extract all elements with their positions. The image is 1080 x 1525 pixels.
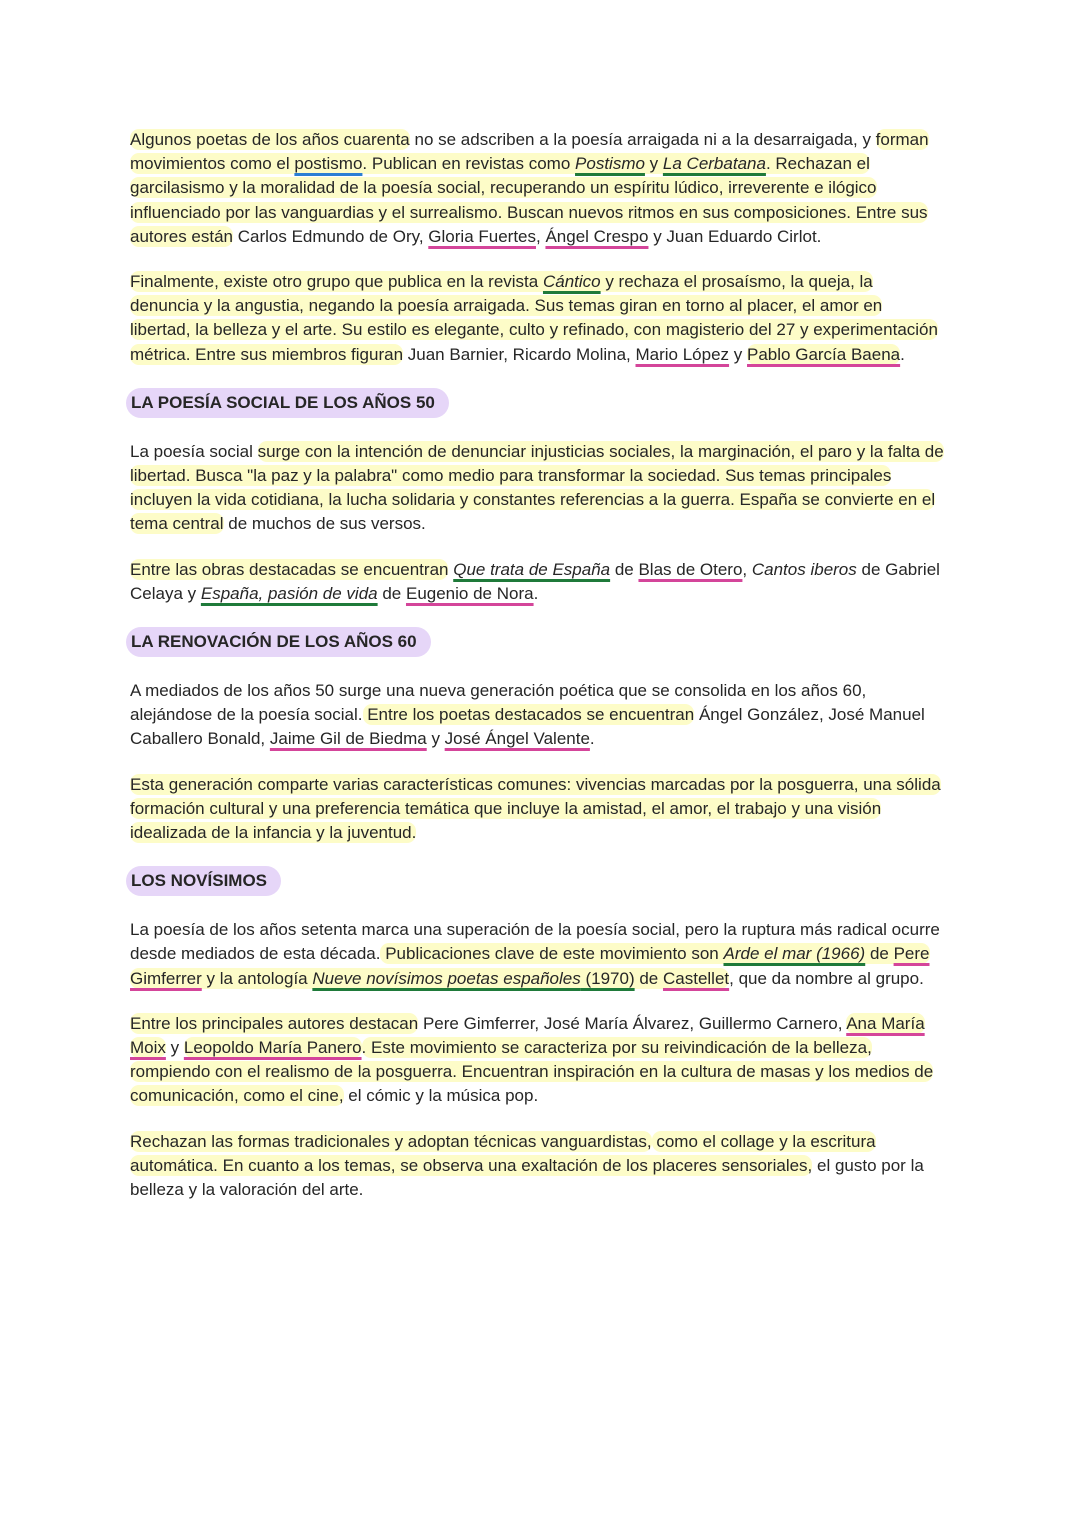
- text: el cómic y la música pop.: [343, 1086, 539, 1106]
- term-postismo: postismo: [294, 154, 363, 174]
- author-jaime-gil-de-biedma: Jaime Gil de Biedma: [269, 729, 427, 749]
- author-blas-de-otero: Blas de Otero: [638, 559, 743, 579]
- text: Finalmente, existe otro grupo que publica en la revista: [130, 272, 543, 292]
- text: Carlos Edmundo de Ory,: [233, 226, 429, 246]
- highlight: Algunos poetas de los años cuarenta: [130, 130, 410, 149]
- magazine-postismo: Postismo: [575, 154, 645, 174]
- paragraph-poesia-social: [130, 440, 945, 537]
- text: el gusto por la belleza y la valoración del arte.: [130, 1155, 924, 1200]
- text: ,: [742, 559, 752, 579]
- text: y Juan Eduardo Cirlot.: [648, 226, 822, 246]
- highlight: Esta generación comparte varias características comunes: vivencias marcadas por la posguerra, una sólida formación cultural y una preferencia temática que incluye la amistad, el amor, el trabajo y una visión idealizada de la infancia y la juventud.: [130, 774, 941, 843]
- highlight: como el collage y la escritura automática. En cuanto a los temas, se observa una exaltación de los placeres sensoriales,: [130, 1131, 876, 1175]
- text: de: [610, 559, 639, 579]
- text: de: [377, 583, 406, 603]
- author-angel-crespo: Ángel Crespo: [545, 226, 649, 246]
- paragraph-renovacion: [130, 679, 945, 752]
- section-heading-novisimos: LOS NOVÍSIMOS: [126, 866, 281, 896]
- text: . Publican en revistas como: [362, 154, 576, 174]
- author-jose-angel-valente: José Ángel Valente: [444, 729, 590, 749]
- work-que-trata-de-espana: Que trata de España: [453, 559, 611, 579]
- paragraph-tecnicas: [130, 1130, 945, 1203]
- author-mario-lopez: Mario López: [635, 344, 730, 364]
- text: Entre sus autores están: [130, 202, 928, 246]
- text: Publicaciones clave de este movimiento son: [380, 944, 724, 964]
- text: de Gabriel Celaya y: [130, 559, 940, 603]
- work-cantos-iberos: Cantos iberos: [751, 559, 857, 579]
- text: y rechaza el prosaísmo, la queja, la denuncia y la angustia, negando la poesía arraigada. Sus temas giran en torno al placer, el amor en libertad, la belleza y el arte. Su estilo es elegante, culto y refinado, con magisterio del 27 y experimentación métrica. Entre sus miembros figuran: [130, 272, 938, 364]
- text: y: [729, 344, 748, 364]
- paragraph-obras-destacadas: [130, 558, 945, 606]
- paragraph-novisimos: [130, 918, 945, 991]
- text: de: [865, 944, 894, 964]
- work-nueve-novisimos: Nueve novísimos poetas españoles: [312, 968, 581, 988]
- text: . Rechazan el garcilasismo y la moralidad de la poesía social, recuperando un espíritu lúdico, irreverente e ilógico influenciado por las vanguardias y el surrealismo. Buscan nuevos ritmos en sus composiciones.: [130, 154, 877, 222]
- text: de: [634, 968, 663, 988]
- highlight: Entre los principales autores destacan: [130, 1013, 419, 1033]
- text: y: [426, 729, 445, 749]
- highlight: . Este movimiento se caracteriza por su reivindicación de la belleza, rompiendo con el realismo de la posguerra. Encuentran inspiración en la cultura de masas y los medios de comunicación, como el cine,: [130, 1038, 934, 1106]
- paragraph-caracteristicas: [130, 773, 945, 846]
- text: .: [589, 729, 595, 749]
- paragraph-cantico: [130, 270, 945, 367]
- text: A mediados de los años 50 surge una nueva generación poética que se consolida en los años 60, alejándose de la poesía social.: [130, 681, 867, 725]
- section-heading-renovacion: LA RENOVACIÓN DE LOS AÑOS 60: [126, 627, 431, 657]
- author-ana-maria-moix: Ana María Moix: [130, 1013, 925, 1058]
- text: Pere Gimferrer, José María Álvarez, Guillermo Carnero,: [418, 1013, 847, 1033]
- author-pere-gimferrer: Pere Gimferrer: [130, 944, 930, 988]
- highlight: Rechazan las formas tradicionales y adoptan técnicas vanguardistas,: [130, 1131, 652, 1151]
- author-leopoldo-maria-panero: Leopoldo María Panero: [183, 1038, 362, 1058]
- text: de muchos de sus versos.: [223, 514, 426, 534]
- text: y la antología: [201, 968, 313, 988]
- magazine-cantico: Cántico: [542, 272, 601, 292]
- text: y: [644, 154, 663, 174]
- heading-wrap: [126, 866, 945, 896]
- document-body: [130, 128, 945, 1223]
- paragraph-postismo: [130, 128, 945, 249]
- text: Ángel González, José Manuel Caballero Bonald,: [130, 705, 925, 749]
- text: no se adscriben a la poesía arraigada ni a la desarraigada, y: [409, 130, 876, 149]
- highlight: Entre los poetas destacados se encuentran: [362, 705, 695, 725]
- text: Juan Barnier, Ricardo Molina,: [403, 344, 636, 364]
- author-castellet: Castellet: [662, 968, 730, 988]
- heading-wrap: [126, 627, 945, 657]
- text: La poesía de los años setenta marca una superación de la poesía social, pero la ruptura más radical ocurre desde mediados de esta década.: [130, 920, 940, 964]
- work-espana-pasion-de-vida: España, pasión de vida: [200, 583, 378, 603]
- text: La poesía social: [130, 441, 258, 461]
- work-arde-el-mar: Arde el mar (1966): [723, 944, 866, 964]
- text: ,: [536, 226, 546, 246]
- heading-wrap: [126, 388, 945, 418]
- work-year: (1970): [580, 968, 635, 988]
- text: y: [165, 1038, 184, 1058]
- text: .: [533, 583, 539, 603]
- author-eugenio-de-nora: Eugenio de Nora: [405, 583, 534, 603]
- highlight: Entre las obras destacadas se encuentran: [130, 559, 449, 579]
- author-pablo-garcia-baena: Pablo García Baena: [747, 344, 901, 364]
- text: .: [900, 344, 905, 364]
- highlight: surge con la intención de denunciar injusticias sociales, la marginación, el paro y la falta de libertad. Busca "la paz y la palabra" como medio para transformar la sociedad. Sus temas principales incluyen la vida cotidiana, la lucha solidaria y constantes referencias a la guerra. España se convierte en el tema central: [130, 441, 944, 534]
- text: , que da nombre al grupo.: [729, 968, 924, 988]
- section-heading-poesia-social: LA POESÍA SOCIAL DE LOS AÑOS 50: [126, 388, 449, 418]
- magazine-la-cerbatana: La Cerbatana: [662, 154, 766, 174]
- text: forman movimientos como el: [130, 130, 929, 174]
- paragraph-autores-novisimos: [130, 1012, 945, 1109]
- author-gloria-fuertes: Gloria Fuertes: [428, 226, 536, 246]
